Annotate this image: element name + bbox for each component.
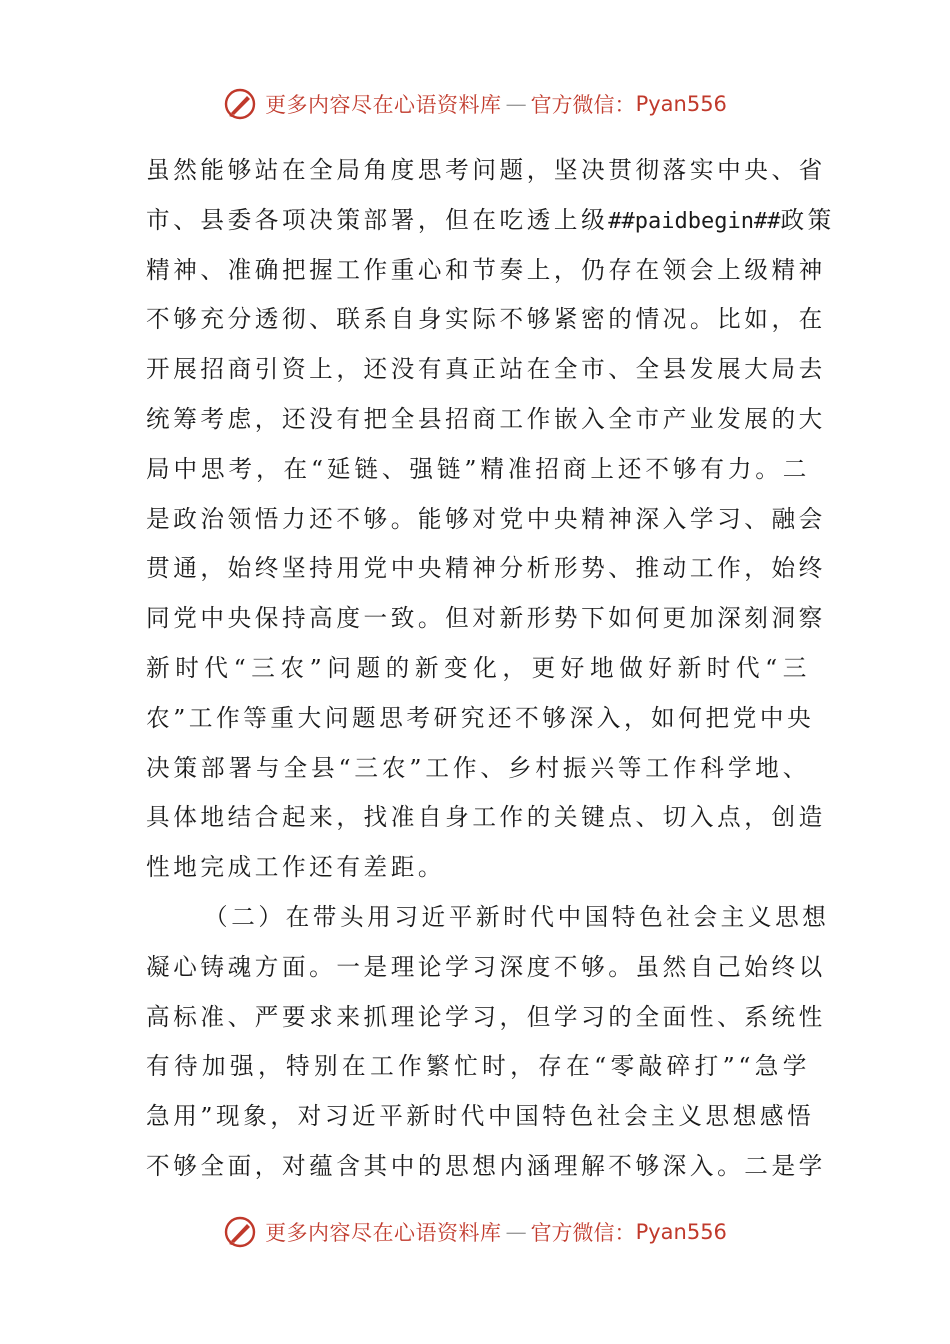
text-line: 高标准、严要求来抓理论学习，但学习的全面性、系统性: [146, 1002, 826, 1031]
watermark-wechat-id: Pyan556: [635, 92, 727, 116]
section-heading-line: （二）在带头用习近平新时代中国特色社会主义思想: [204, 902, 830, 931]
text-line: 不够全面，对蕴含其中的思想内涵理解不够深入。二是学: [146, 1151, 826, 1180]
text-line: 精神、准确把握工作重心和节奏上，仍存在领会上级精神: [146, 255, 826, 284]
text-line: 是政治领悟力还不够。能够对党中央精神深入学习、融会: [146, 504, 826, 533]
text-line: [146, 196, 835, 246]
text-line: 性地完成工作还有差距。: [146, 853, 446, 882]
text-line: 凝心铸魂方面。一是理论学习深度不够。虽然自己始终以: [146, 952, 826, 981]
text-line: 同党中央保持高度一致。但对新形势下如何更加深刻洞察: [146, 604, 826, 633]
text-line: 具体地结合起来，找准自身工作的关键点、切入点，创造: [146, 803, 826, 832]
pen-logo-icon: [223, 87, 257, 121]
document-body: [146, 146, 835, 1192]
text-line: 决策部署与全县“三农”工作、乡村振兴等工作科学地、: [146, 753, 810, 782]
text-line: 贯通，始终坚持用党中央精神分析形势、推动工作，始终: [146, 554, 826, 583]
text-line: 局中思考，在“延链、强链”精准招商上还不够有力。二: [146, 454, 810, 483]
text-line: 有待加强，特别在工作繁忙时，存在“零敲碎打”“急学: [146, 1052, 810, 1081]
text-line: 农”工作等重大问题思考研究还不够深入，如何把党中央: [146, 703, 815, 732]
watermark-wechat-label: 官方微信：: [530, 93, 636, 117]
text-segment: 市、县委各项决策部署，但在吃透上级: [146, 205, 609, 234]
watermark-wechat-id: Pyan556: [635, 1220, 727, 1244]
text-line: 新时代“三农”问题的新变化，更好地做好新时代“三: [146, 653, 810, 682]
paid-marker: ##paidbegin##: [608, 208, 781, 234]
text-segment: 政策: [780, 205, 835, 234]
text-line: 虽然能够站在全局角度思考问题，坚决贯彻落实中央、省: [146, 156, 826, 184]
watermark-separator: —: [505, 92, 527, 116]
text-line: 统筹考虑，还没有把全县招商工作嵌入全市产业发展的大: [146, 404, 826, 433]
pen-logo-icon: [223, 1215, 257, 1249]
text-line: 不够充分透彻、联系自身实际不够紧密的情况。比如，在: [146, 305, 826, 334]
watermark-brand: 更多内容尽在心语资料库: [265, 93, 502, 117]
watermark-brand: 更多内容尽在心语资料库: [265, 1221, 502, 1245]
text-line: 开展招商引资上，还没有真正站在全市、全县发展大局去: [146, 355, 826, 384]
text-line: 急用”现象，对习近平新时代中国特色社会主义思想感悟: [146, 1102, 815, 1131]
watermark-banner-top: [0, 84, 950, 124]
watermark-separator: —: [505, 1220, 527, 1244]
watermark-wechat-label: 官方微信：: [530, 1221, 636, 1245]
watermark-banner-bottom: [0, 1212, 950, 1252]
